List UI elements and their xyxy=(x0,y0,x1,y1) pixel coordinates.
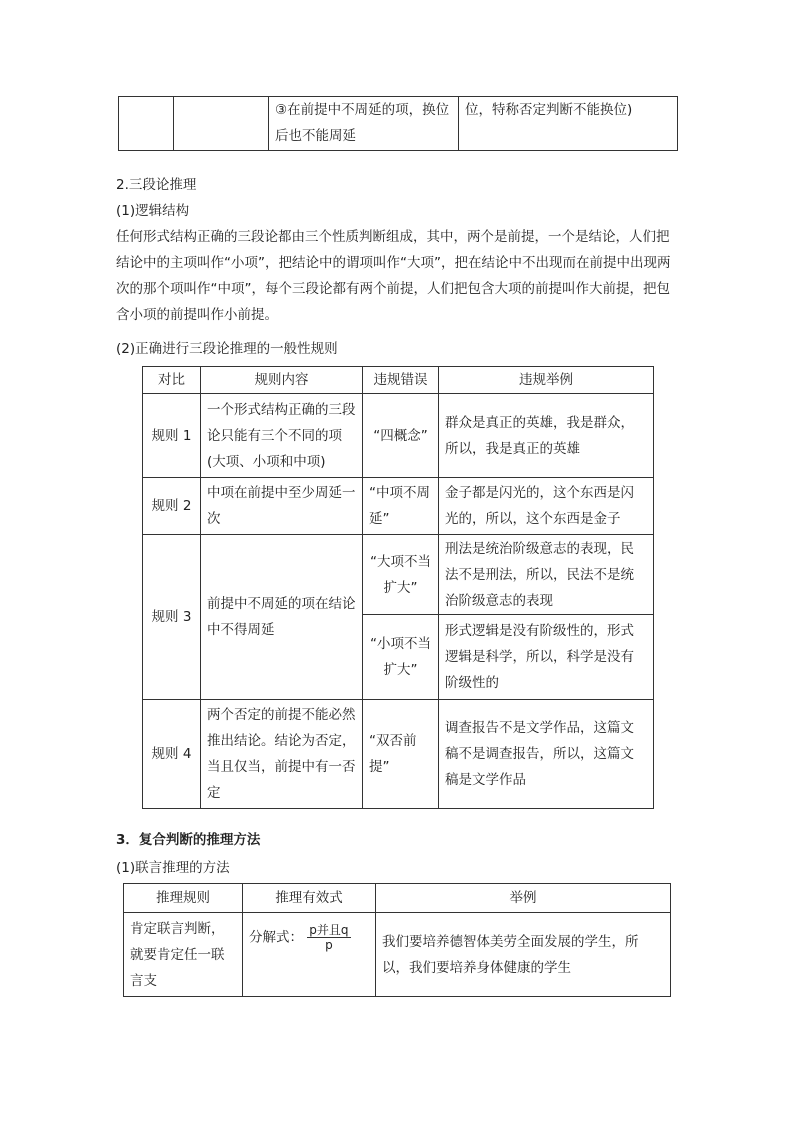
paragraph: 任何形式结构正确的三段论都由三个性质判断组成，其中，两个是前提，一个是结论，人们把结论中的主项叫作“小项”，把结论中的谓项叫作“大项”，把在结论中不出现而在前提中出现两次的那个项叫作“中项”，每个三段论都有两个前提，人们把包含大项的前提叫作大前提，把包含小项的前提叫作小前提。 xyxy=(116,229,671,323)
subsection-title: (1)联言推理的方法 xyxy=(116,860,230,876)
table-row xyxy=(143,700,654,809)
table-row xyxy=(143,535,654,615)
table-row xyxy=(143,478,654,535)
rule-content: 一个形式结构正确的三段论只能有三个不同的项(大项、小项和中项) xyxy=(201,394,363,478)
column-header: 推理有效式 xyxy=(243,884,376,913)
rule-label: 规则 3 xyxy=(143,535,201,700)
formula-cell xyxy=(243,913,376,997)
rules-table xyxy=(142,366,654,809)
continued-table xyxy=(118,96,678,151)
rule-content: 两个否定的前提不能必然推出结论。结论为否定，当且仅当，前提中有一否定 xyxy=(201,700,363,809)
subsection-title: (2)正确进行三段论推理的一般性规则 xyxy=(116,341,338,357)
table-cell: ③在前提中不周延的项，换位后也不能周延 xyxy=(269,97,459,151)
rule-error: “小项不当扩大” xyxy=(363,615,439,700)
section-title: 2.三段论推理 xyxy=(116,177,197,193)
rule-content: 中项在前提中至少周延一次 xyxy=(201,478,363,535)
empty-cell xyxy=(119,97,174,151)
rule-error: “四概念” xyxy=(363,394,439,478)
rule-example: 群众是真正的英雄，我是群众，所以，我是真正的英雄 xyxy=(439,394,654,478)
example-text: 我们要培养德智体美劳全面发展的学生，所以，我们要培养身体健康的学生 xyxy=(376,913,671,997)
rule-label: 规则 1 xyxy=(143,394,201,478)
formula-fraction xyxy=(307,923,350,952)
rule-example: 刑法是统治阶级意志的表现，民法不是刑法，所以，民法不是统治阶级意志的表现 xyxy=(439,535,654,615)
rule-error: “双否前提” xyxy=(363,700,439,809)
table-row xyxy=(124,913,671,997)
rule-error: “中项不周延” xyxy=(363,478,439,535)
column-header: 推理规则 xyxy=(124,884,243,913)
formula-numerator: p并且q xyxy=(309,923,349,937)
column-header: 规则内容 xyxy=(201,367,363,394)
empty-cell xyxy=(174,97,269,151)
column-header: 对比 xyxy=(143,367,201,394)
column-header: 违规举例 xyxy=(439,367,654,394)
rule-example: 形式逻辑是没有阶级性的，形式逻辑是科学，所以，科学是没有阶级性的 xyxy=(439,615,654,700)
formula-label: 分解式： xyxy=(249,929,303,946)
formula-denominator: p xyxy=(325,938,333,952)
rule-label: 规则 4 xyxy=(143,700,201,809)
rule-text: 肯定联言判断，就要肯定任一联言支 xyxy=(124,913,243,997)
rule-content: 前提中不周延的项在结论中不得周延 xyxy=(201,535,363,700)
rule-error: “大项不当扩大” xyxy=(363,535,439,615)
rule-example: 调查报告不是文学作品，这篇文稿不是调查报告，所以，这篇文稿是文学作品 xyxy=(439,700,654,809)
section-title: 3．复合判断的推理方法 xyxy=(116,832,261,848)
table-cell: 位，特称否定判断不能换位) xyxy=(459,97,678,151)
rule-example: 金子都是闪光的，这个东西是闪光的，所以，这个东西是金子 xyxy=(439,478,654,535)
column-header: 举例 xyxy=(376,884,671,913)
table-row xyxy=(143,394,654,478)
column-header: 违规错误 xyxy=(363,367,439,394)
subsection-title: (1)逻辑结构 xyxy=(116,203,190,219)
conjunction-table xyxy=(123,883,671,997)
rule-label: 规则 2 xyxy=(143,478,201,535)
